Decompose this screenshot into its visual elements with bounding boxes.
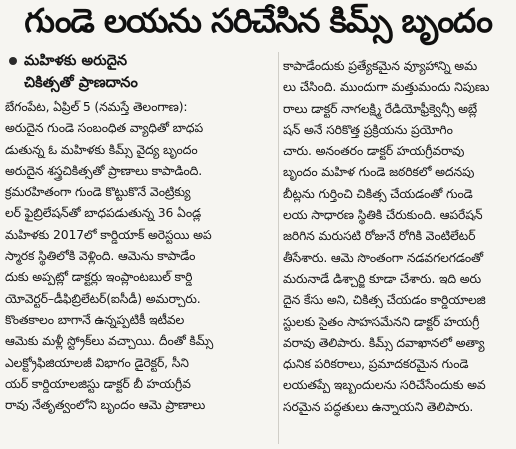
text-line: బీట్లను గుర్తించి చికిత్స చేయడంతో గుండె [283,185,473,201]
bullet-icon [9,57,17,65]
text-line: ఎలక్ట్రోఫిజియాలజీ విభాగం డైరెక్టర్, సీని [5,354,189,370]
text-line: అరుదైన గుండె సంబంధిత వ్యాధితో బాధప [5,120,203,136]
text-line: స్మారక స్థితిలోకి వెళ్లింది. ఆమెను కాపాడేం [5,248,196,264]
text-line: చారు. అనంతరం డాక్టర్ హయగ్రీవరావు [283,143,465,159]
right-column [283,55,511,417]
text-line: మరునాడే డిశ్చార్జి కూడా చేశారు. ఇది అరు [283,270,482,286]
text-line: లర్ ఫైబ్రిలేషన్‌తో బాధపడుతున్న 36 ఏండ్ల [5,205,201,221]
text-line: కాపాడేందుకు ప్రత్యేకమైన వ్యూహాన్ని అమ [283,58,478,73]
text-line: క్రమరహితంగా గుండె కొట్టుకొనే వెంట్రిక్యు [5,184,191,200]
text-line: అరుదైన శస్త్రచికిత్సతో ప్రాణాలు కాపాడింది. [5,162,203,178]
text-line: దైన కేసు అని, చికిత్స చేయడం కార్డియాలజి [283,292,486,308]
text-line: జరిగిన మరుసటి రోజునే రోగికి వెంటిలేటర్ [283,228,476,244]
text-line: లయ సాధారణ స్థితికి చేరుకుంది. ఆపరేషన్ [283,207,483,223]
text-line: యర్ కార్డియాలజిస్టు డాక్టర్ బీ హయగ్రీవ [5,375,191,391]
column-divider [278,52,279,444]
text-line: రావు నేతృత్వంలోని బృందం ఆమె ప్రాణాలు [5,397,206,413]
text-line: ధునిక పరికరాలు, ప్రమాదకరమైన గుండె [283,356,469,372]
text-line: షన్ అనే సరికొత్త ప్రక్రియను ప్రయోగిం [283,121,453,137]
dateline: బేగంపేట, ఏప్రిల్ 5 (నమస్తే తెలంగాణ): [5,99,188,114]
subheadline-line-1: మహిళకు అరుదైన [24,53,128,69]
text-line: మహిళకు 2017లో కార్డియాక్ అరెస్టయి అప [5,226,212,242]
text-line: లయతప్పే ఇబ్బందులను సరిచేసేందుకు అవ [283,377,486,393]
text-line: సరమైన పద్ధతులు ఉన్నాయని తెలిపారు. [283,398,474,414]
text-line: తీసేశారు. ఆమె సొంతంగా నడవగలగడంతో [283,249,483,265]
left-column [5,50,275,415]
text-line: కొంతకాలం బాగానే ఉన్నప్పటికీ ఇటీవల [5,311,185,327]
text-line: దుకు అప్పట్లో డాక్టర్లు ఇంప్లాంటబుల్ కార్డి [5,269,193,285]
text-line: డుతున్న ఓ మహిళకు కిమ్స్ వైద్య బృందం [5,141,198,157]
text-line: బృందం మహిళ గుండె జఠరికలో అదనపు [283,164,475,180]
text-line: స్టులకు సైతం సాహసమేనని డాక్టర్ హయగ్రీ [283,313,480,329]
headline: గుండె లయను సరిచేసిన కిమ్స్ బృందం [24,0,492,40]
subheadline-line-2: చికిత్సతో ప్రాణదానం [24,75,138,91]
text-line: లు చేసింది. ముందుగా మత్తుమందు నిపుణు [283,79,490,95]
text-line: వరావు తెలిపారు. కిమ్స్ దవాఖానలో అత్యా [283,334,485,350]
text-line: ఆమెకు మళ్లీ స్ట్రోక్‌లు వచ్చాయి. దీంతో కిమ్స్ [5,333,214,349]
text-line: యోవెర్టర్–డీఫిబ్రిలేటర్(ఐసీడీ) అమర్చారు. [5,290,201,306]
subheadline [5,50,275,94]
text-line: రాలు డాక్టర్ నాగలక్ష్మి రేడియోఫ్రీక్వెన్సీ అబ్లే [283,100,478,116]
